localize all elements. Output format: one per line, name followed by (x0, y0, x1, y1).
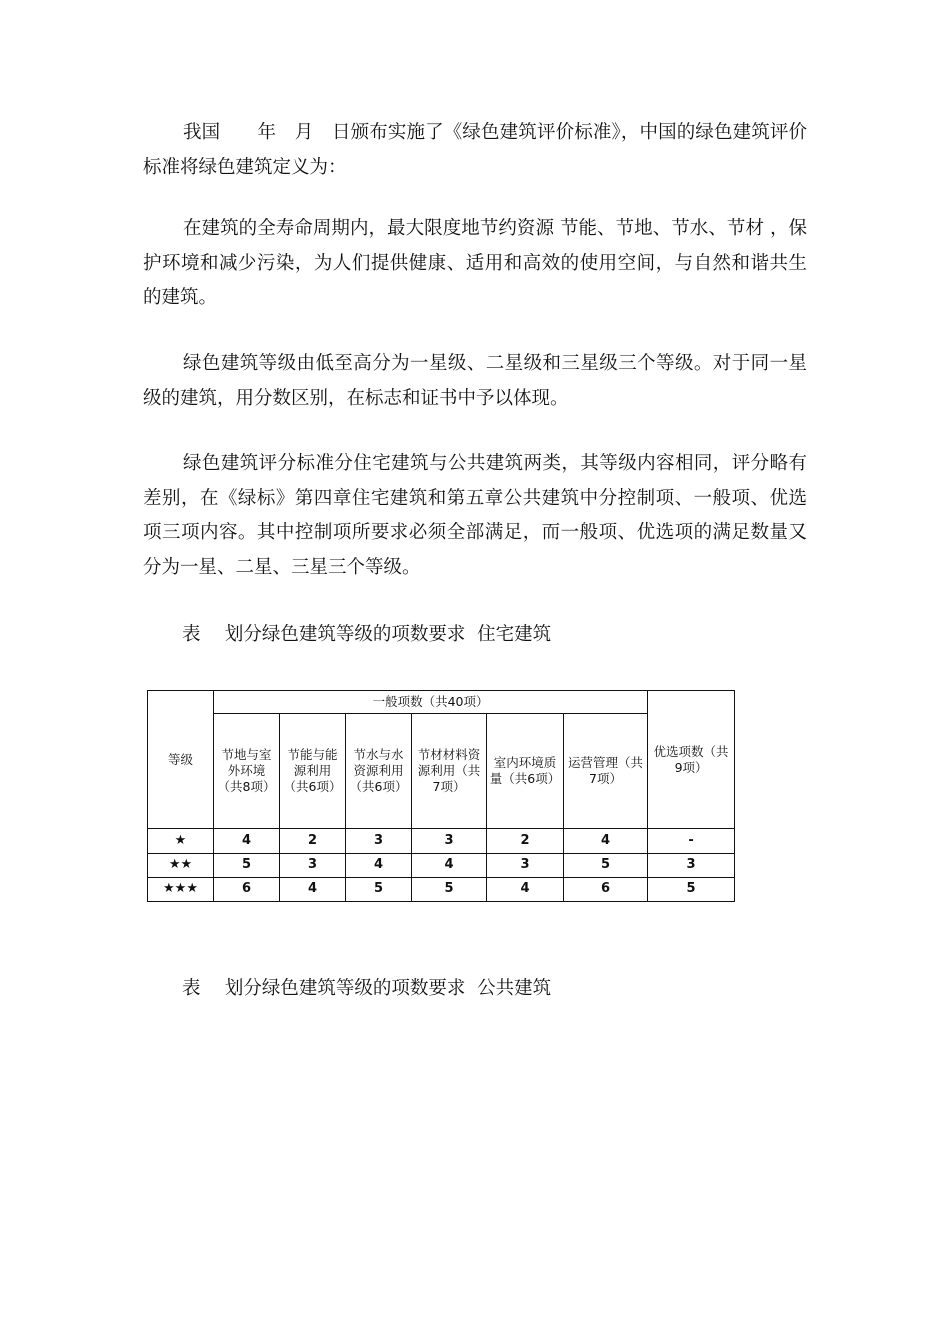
column-header: 运营管理（共7项） (564, 714, 648, 829)
column-header: 节材材料资源利用（共7项） (412, 714, 487, 829)
table-cell: - (648, 829, 735, 853)
table-caption-residential: 表 划分绿色建筑等级的项数要求 住宅建筑 (182, 624, 552, 645)
table-cell: 4 (280, 877, 346, 901)
grade-stars: ★★ (148, 853, 214, 877)
column-header: 节能与能源利用（共6项） (280, 714, 346, 829)
table-cell: 3 (412, 829, 487, 853)
paragraph-intro: 我国 年 月 日颁布实施了《绿色建筑评价标准》，中国的绿色建筑评价标准将绿色建筑定义为： (143, 122, 807, 178)
table-cell: 5 (214, 853, 280, 877)
table-cell: 5 (346, 877, 412, 901)
table-cell: 5 (564, 853, 648, 877)
grade-stars: ★ (148, 829, 214, 853)
paragraph-definition: 在建筑的全寿命周期内，最大限度地节约资源 节能、节地、节水、节材 ，保护环境和减少污染，为人们提供健康、适用和高效的使用空间，与自然和谐共生的建筑。 (143, 218, 807, 308)
table-cell: 3 (346, 829, 412, 853)
table-row (148, 829, 735, 853)
table-cell: 6 (214, 877, 280, 901)
header-grade: 等级 (148, 691, 214, 829)
table-cell: 4 (412, 853, 487, 877)
table-cell: 2 (487, 829, 564, 853)
paragraph-levels: 绿色建筑等级由低至高分为一星级、二星级和三星级三个等级。对于同一星级的建筑，用分数区别，在标志和证书中予以体现。 (143, 353, 807, 409)
header-general-items: 一般项数（共40项） (214, 691, 648, 714)
table-cell: 3 (648, 853, 735, 877)
table-row (148, 877, 735, 901)
table-cell: 4 (564, 829, 648, 853)
table-cell: 5 (648, 877, 735, 901)
paragraph-scoring: 绿色建筑评分标准分住宅建筑与公共建筑两类，其等级内容相同，评分略有差别，在《绿标》第四章住宅建筑和第五章公共建筑中分控制项、一般项、优选项三项内容。其中控制项所要求必须全部满足，而一般项、优选项的满足数量又分为一星、二星、三星三个等级。 (143, 453, 807, 578)
table-cell: 4 (487, 877, 564, 901)
table-cell: 5 (412, 877, 487, 901)
table-cell: 4 (346, 853, 412, 877)
table-caption-public: 表 划分绿色建筑等级的项数要求 公共建筑 (182, 978, 552, 999)
grade-stars: ★★★ (148, 877, 214, 901)
column-header: 节水与水资源利用（共6项） (346, 714, 412, 829)
table-cell: 4 (214, 829, 280, 853)
column-header: 节地与室外环境（共8项） (214, 714, 280, 829)
table-cell: 6 (564, 877, 648, 901)
table-cell: 2 (280, 829, 346, 853)
grade-requirements-table (147, 690, 735, 902)
header-optional-items: 优选项数（共9项） (648, 691, 735, 829)
column-header: 室内环境质量（共6项） (487, 714, 564, 829)
table-cell: 3 (280, 853, 346, 877)
table-row (148, 853, 735, 877)
table-cell: 3 (487, 853, 564, 877)
